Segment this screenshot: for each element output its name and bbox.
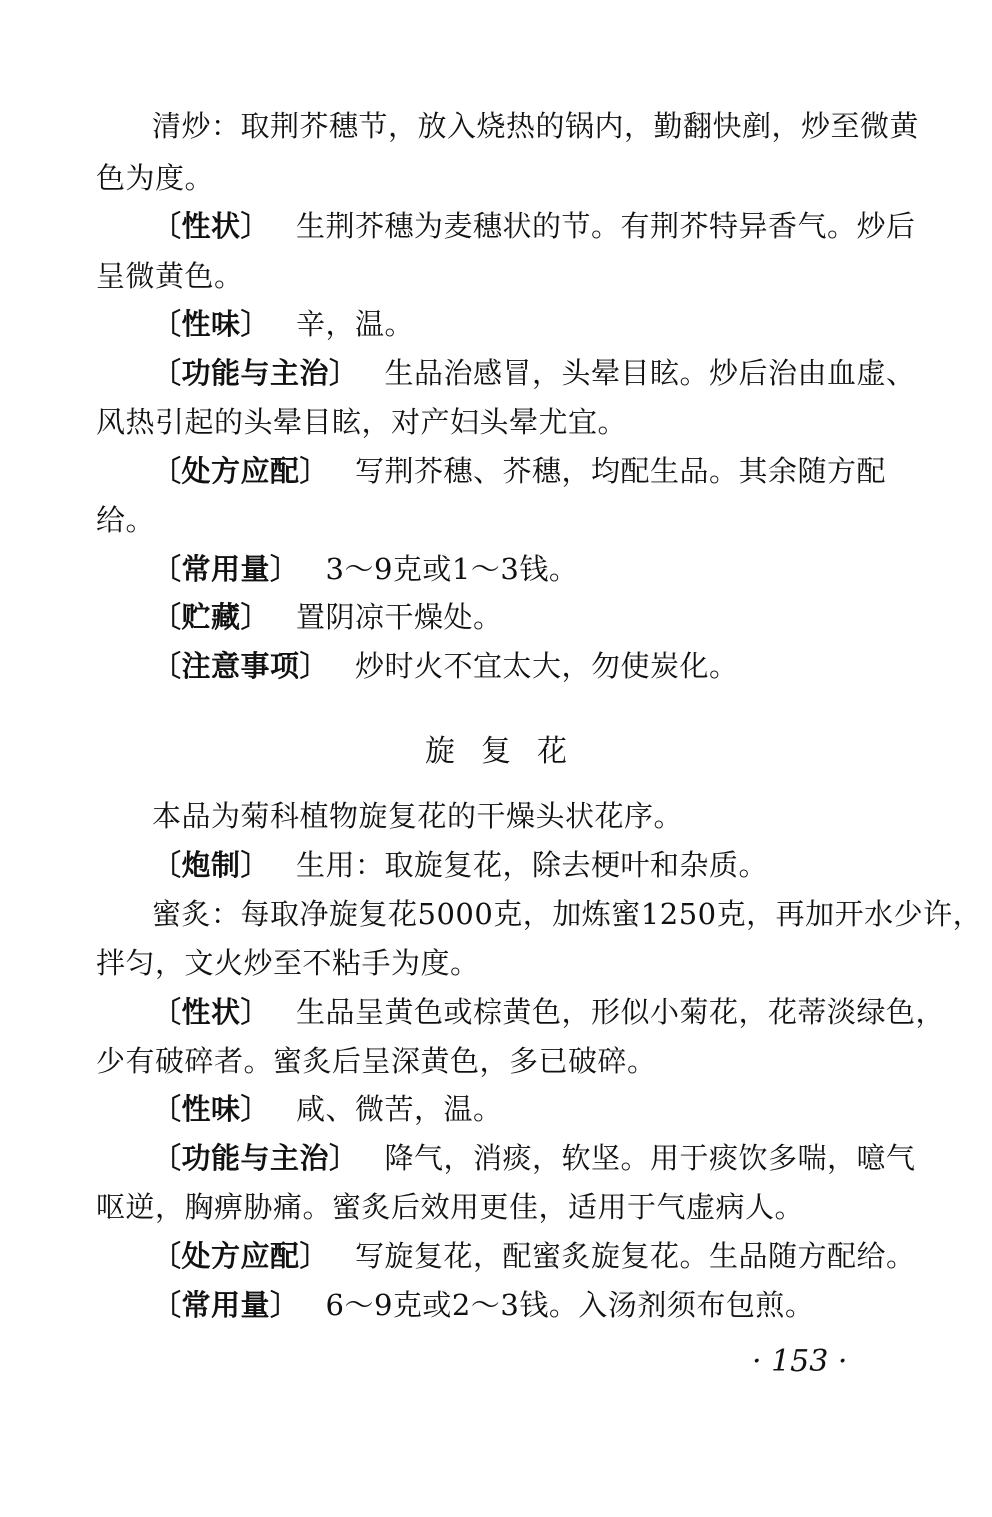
zhuyi-line xyxy=(152,648,739,684)
changyong-2-line xyxy=(152,1287,814,1323)
changyong-tag: 〔常用量〕 xyxy=(152,1288,300,1322)
gongneng-text-1: 降气，消痰，软坚。用于痰饮多喘，噫气 xyxy=(384,1141,916,1175)
chufang-text-1: 写荆芥穗、芥穗，均配生品。其余随方配 xyxy=(355,454,887,488)
page-number: · 153 · xyxy=(752,1344,848,1379)
changyong-text: 3～9克或1～3钱。 xyxy=(325,552,579,586)
chufang-tag: 〔处方应配〕 xyxy=(152,1239,330,1273)
gongneng-1-line-1 xyxy=(152,355,916,391)
xingzhuang-text-1: 生荆芥穗为麦穗状的节。有荆芥特异香气。炒后 xyxy=(296,209,916,243)
xingzhuang-text-1: 生品呈黄色或棕黄色，形似小菊花，花蒂淡绿色， xyxy=(296,995,946,1029)
gongneng-1-line-2: 风热引起的头晕目眩，对产妇头晕尤宜。 xyxy=(96,405,628,439)
gongneng-text-1: 生品治感冒，头晕目眩。炒后治由血虚、 xyxy=(384,356,916,390)
gongneng-2-line-1 xyxy=(152,1140,916,1176)
zhucang-tag: 〔贮藏〕 xyxy=(152,600,271,634)
xingwei-text: 辛，温。 xyxy=(296,307,415,341)
zhuyi-text: 炒时火不宜太大，勿使炭化。 xyxy=(355,649,739,683)
xingwei-tag: 〔性味〕 xyxy=(152,307,271,341)
mizhi-line-1: 蜜炙：每取净旋复花5000克，加炼蜜1250克，再加开水少许， xyxy=(152,897,983,931)
xingzhuang-2-line-1 xyxy=(152,994,945,1030)
chufang-1-line-1 xyxy=(152,453,886,489)
qingchao-line-2: 色为度。 xyxy=(96,161,215,195)
paozhi-line xyxy=(152,847,768,883)
qingchao-text-1: 取荆芥穗节，放入烧热的锅内，勤翻快剷，炒至微黄 xyxy=(240,109,920,143)
changyong-1-line xyxy=(152,551,578,587)
xingzhuang-1-line-1 xyxy=(152,208,916,244)
xingwei-1-line xyxy=(152,306,414,342)
changyong-tag: 〔常用量〕 xyxy=(152,552,300,586)
chufang-text: 写旋复花，配蜜炙旋复花。生品随方配给。 xyxy=(355,1239,916,1273)
paozhi-text: 生用：取旋复花，除去梗叶和杂质。 xyxy=(296,848,769,882)
mizhi-line-2: 拌匀，文火炒至不粘手为度。 xyxy=(96,946,480,980)
chufang-tag: 〔处方应配〕 xyxy=(152,454,330,488)
xingwei-2-line xyxy=(152,1091,503,1127)
xingwei-tag: 〔性味〕 xyxy=(152,1092,271,1126)
gongneng-tag: 〔功能与主治〕 xyxy=(152,1141,359,1175)
zhuyi-tag: 〔注意事项〕 xyxy=(152,649,330,683)
xingzhuang-tag: 〔性状〕 xyxy=(152,995,271,1029)
gongneng-tag: 〔功能与主治〕 xyxy=(152,356,359,390)
zhucang-line xyxy=(152,599,503,635)
gongneng-2-line-2: 呕逆，胸痹胁痛。蜜炙后效用更佳，适用于气虚病人。 xyxy=(96,1190,805,1224)
xingzhuang-1-line-2: 呈微黄色。 xyxy=(96,259,244,293)
qingchao-label: 清炒： xyxy=(152,109,241,143)
paozhi-tag: 〔炮制〕 xyxy=(152,848,271,882)
chufang-2-line xyxy=(152,1238,916,1274)
xingzhuang-tag: 〔性状〕 xyxy=(152,209,271,243)
changyong-text: 6～9克或2～3钱。入汤剂须布包煎。 xyxy=(325,1288,815,1322)
section-title: 旋复花 xyxy=(425,734,593,769)
xingwei-text: 咸、微苦，温。 xyxy=(296,1092,503,1126)
intro-line: 本品为菊科植物旋复花的干燥头状花序。 xyxy=(152,799,684,833)
chufang-1-line-2: 给。 xyxy=(96,503,156,537)
zhucang-text: 置阴凉干燥处。 xyxy=(296,600,503,634)
qingchao-line-1 xyxy=(152,108,919,144)
xingzhuang-2-line-2: 少有破碎者。蜜炙后呈深黄色，多已破碎。 xyxy=(96,1044,657,1078)
